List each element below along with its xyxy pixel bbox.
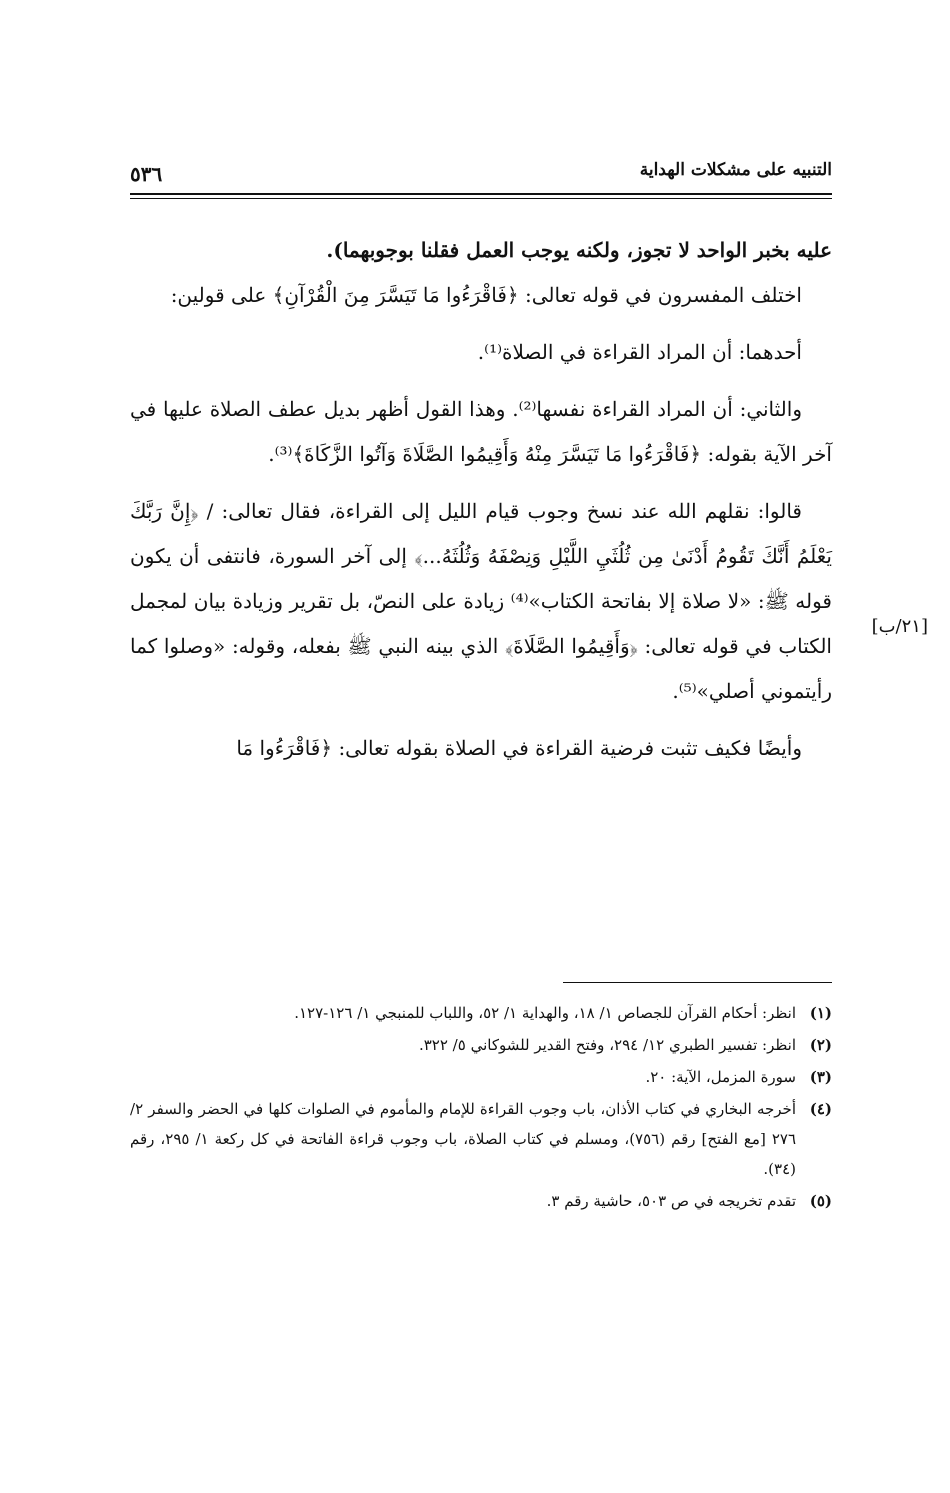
footnote [130,1062,832,1092]
footnote-text: سورة المزمل، الآية: ٢٠. [645,1068,796,1086]
footnote-text: أخرجه البخاري في كتاب الأذان، باب وجوب القراءة للإمام والمأموم في الصلوات كلها في الحضر والسفر ٢/ ٢٧٦ [مع الفتح] رقم (٧٥٦)، ومسلم في كتاب الصلاة، باب وجوب قراءة الفاتحة في كل ركعة ١/ ٢٩٥، رقم (٣٤). [130,1100,796,1178]
paragraph-4: والثاني: أن المراد القراءة نفسها⁽²⁾. وهذا القول أظهر بديل عطف الصلاة عليها في آخر الآية بقوله: ﴿فَاقْرَءُوا مَا تَيَسَّرَ مِنْهُ وَأَقِيمُوا الصَّلَاةَ وَآتُوا الزَّكَاةَ﴾⁽³⁾. [130,397,832,466]
paragraph-2: اختلف المفسرون في قوله تعالى: ﴿فَاقْرَءُوا مَا تَيَسَّرَ مِنَ الْقُرْآنِ﴾ على قولين: [170,283,802,307]
page-number: ٥٣٦ [130,162,163,186]
header-rule-thin [130,198,832,199]
footnote-number: (٥) [809,1192,832,1210]
footnote [130,1030,832,1060]
main-text [130,228,832,771]
footnote-text: انظر: أحكام القرآن للجصاص ١/ ١٨، والهداية ١/ ٥٢، واللباب للمنبجي ١/ ١٢٦-١٢٧. [294,1004,796,1022]
paragraph-3: أحدهما: أن المراد القراءة في الصلاة⁽¹⁾. [477,340,802,364]
footnote-number: (٣) [809,1068,832,1086]
footnote-number: (١) [809,1004,832,1022]
paragraph-6: وأيضًا فكيف تثبت فرضية القراءة في الصلاة بقوله تعالى: ﴿فَاقْرَءُوا مَا [236,736,802,760]
footnote-text: تقدم تخريجه في ص ٥٠٣، حاشية رقم ٣. [546,1192,796,1210]
footnote-text: انظر: تفسير الطبري ١٢/ ٢٩٤، وفتح القدير للشوكاني ٥/ ٣٢٢. [418,1036,796,1054]
header-rule [130,193,832,195]
manuscript-folio-marker: [٢١/ب] [871,616,928,637]
footnotes [130,998,832,1218]
footnote [130,1094,832,1184]
paragraph-1: عليه بخبر الواحد لا تجوز، ولكنه يوجب العمل فقلنا بوجوبهما). [326,238,832,262]
footnote-number: (٢) [809,1036,832,1054]
running-header [130,160,832,190]
footnote [130,1186,832,1216]
paragraph-5: قالوا: نقلهم الله عند نسخ وجوب قيام الليل إلى القراءة، فقال تعالى: / ﴿إِنَّ رَبَّكَ يَعْلَمُ أَنَّكَ تَقُومُ أَدْنَىٰ مِن ثُلُثَيِ اللَّيْلِ وَنِصْفَهُ وَثُلُثَهُ...﴾ إلى آخر السورة، فانتفى أن يكون قوله ﷺ: «لا صلاة إلا بفاتحة الكتاب»⁽⁴⁾ زيادة على النصّ، بل تقرير وزيادة بيان لمجمل الكتاب في قوله تعالى: ﴿وَأَقِيمُوا الصَّلَاةَ﴾ الذي بينه النبي ﷺ بفعله، وقوله: «وصلوا كما رأيتموني أصلي»⁽⁵⁾. [130,499,832,703]
footnote-separator [563,982,832,983]
footnote [130,998,832,1028]
footnote-number: (٤) [809,1100,832,1118]
book-title: التنبيه على مشكلات الهداية [639,160,832,180]
